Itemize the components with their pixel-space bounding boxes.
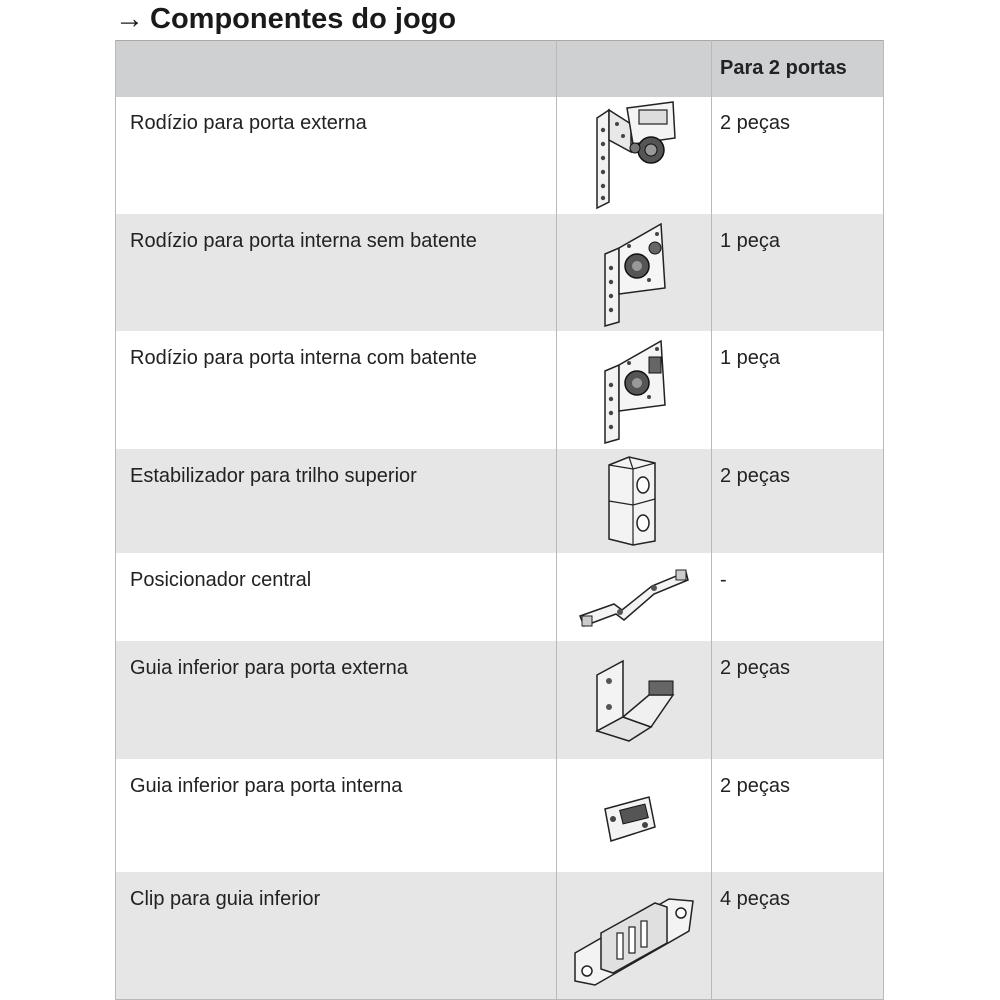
component-quantity: 1 peça <box>720 347 781 369</box>
component-quantity: 1 peça <box>720 230 781 252</box>
table-row <box>115 553 884 641</box>
component-quantity: 4 peças <box>720 888 791 910</box>
bottom-guide-clip-icon <box>556 872 712 1000</box>
title-text: Componentes do jogo <box>150 3 457 35</box>
component-name: Guia inferior para porta externa <box>130 657 408 679</box>
component-name: Estabilizador para trilho superior <box>130 465 417 487</box>
column-divider <box>115 40 116 1000</box>
table-row <box>115 449 884 553</box>
component-name: Guia inferior para porta interna <box>130 775 403 797</box>
external-bottom-guide-icon <box>556 641 712 759</box>
table-header-row <box>115 40 884 97</box>
header-quantity-cell: Para 2 portas <box>720 57 847 79</box>
component-name: Posicionador central <box>130 569 312 591</box>
central-positioner-icon <box>556 553 712 641</box>
table-row <box>115 759 884 872</box>
components-table <box>115 40 884 1000</box>
internal-door-roller-with-stop-icon <box>556 331 712 449</box>
component-quantity: 2 peças <box>720 112 791 134</box>
column-divider <box>883 40 884 1000</box>
component-quantity: 2 peças <box>720 465 791 487</box>
external-door-roller-icon <box>556 96 712 214</box>
component-quantity: 2 peças <box>720 657 791 679</box>
component-quantity: - <box>720 569 727 591</box>
component-name: Rodízio para porta externa <box>130 112 367 134</box>
table-row <box>115 641 884 759</box>
internal-door-roller-no-stop-icon <box>556 214 712 331</box>
component-name: Rodízio para porta interna com batente <box>130 347 477 369</box>
column-divider <box>556 40 557 1000</box>
column-divider <box>711 40 712 1000</box>
component-quantity: 2 peças <box>720 775 791 797</box>
component-name: Rodízio para porta interna sem batente <box>130 230 477 252</box>
arrow-right-icon: → <box>115 3 144 35</box>
component-name: Clip para guia inferior <box>130 888 321 910</box>
internal-bottom-guide-icon <box>556 759 712 872</box>
table-row <box>115 331 884 449</box>
table-row <box>115 872 884 1000</box>
table-row <box>115 214 884 331</box>
table-row <box>115 96 884 214</box>
top-rail-stabilizer-icon <box>556 449 712 553</box>
page-title <box>115 0 456 40</box>
